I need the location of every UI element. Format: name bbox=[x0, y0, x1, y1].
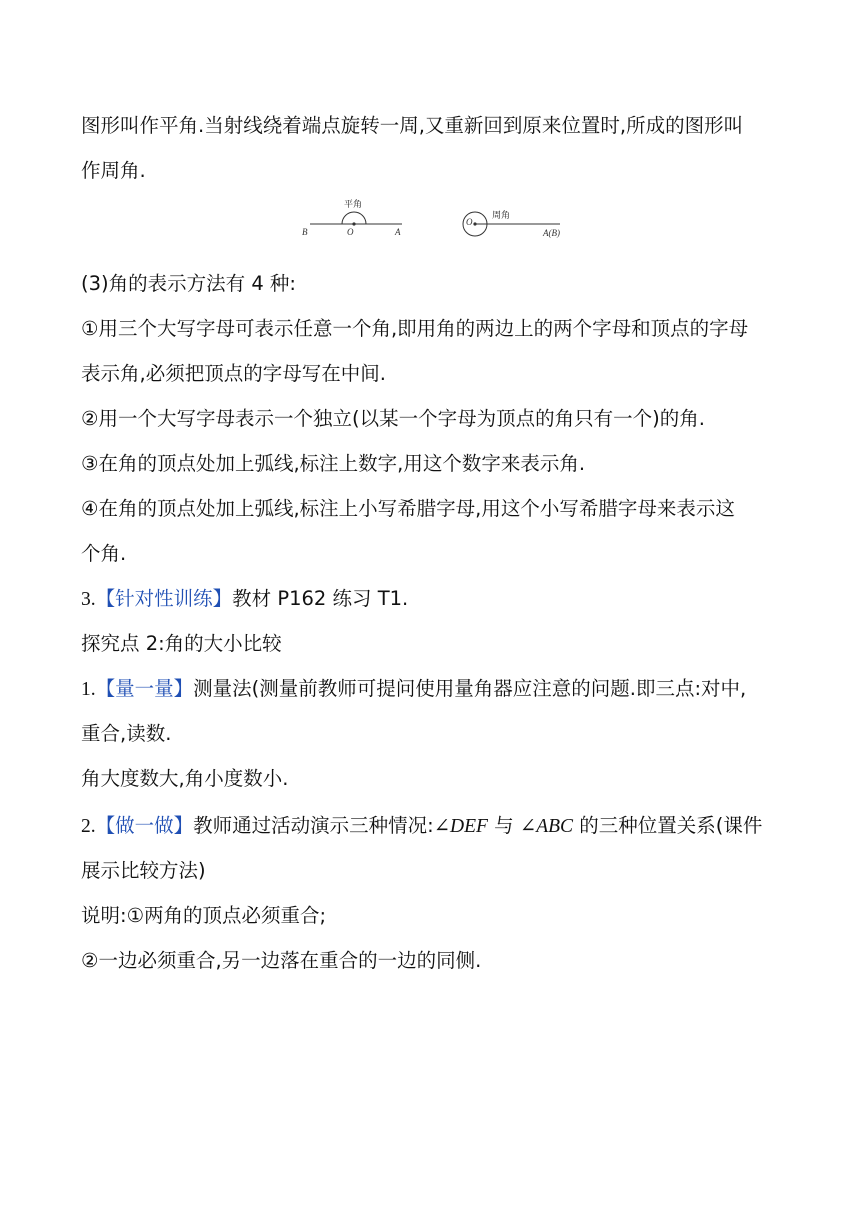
item-number: 2. bbox=[81, 816, 96, 837]
straight-angle-arc bbox=[342, 212, 366, 224]
angle-abc: ∠ABC bbox=[519, 816, 574, 837]
paragraph-line: (3)角的表示方法有 4 种: bbox=[81, 272, 296, 295]
measure-line bbox=[81, 675, 781, 704]
straight-angle-vertex bbox=[352, 222, 355, 225]
connector-text: 与 bbox=[487, 814, 520, 837]
angle-figure bbox=[290, 195, 580, 245]
paragraph-line: 角大度数大,角小度数小. bbox=[81, 767, 289, 790]
point-b-label: B bbox=[302, 227, 308, 237]
do-it-line bbox=[81, 812, 781, 841]
training-line bbox=[81, 585, 781, 614]
point-o-label: O bbox=[347, 227, 354, 237]
paragraph-line: 说明:①两角的顶点必须重合; bbox=[81, 904, 327, 927]
paragraph-line: ④在角的顶点处加上弧线,标注上小写希腊字母,用这个小写希腊字母来表示这 bbox=[81, 497, 735, 520]
do-it-text-end: 的三种位置关系(课件 bbox=[573, 814, 763, 837]
full-angle-label: 周角 bbox=[492, 210, 511, 220]
measure-tag: 【量一量】 bbox=[95, 677, 194, 700]
do-it-text: 教师通过活动演示三种情况: bbox=[193, 814, 434, 837]
point-o2-label: O bbox=[466, 217, 473, 227]
paragraph-line: 重合,读数. bbox=[81, 722, 172, 745]
training-tag: 【针对性训练】 bbox=[95, 587, 233, 610]
paragraph-line: 个角. bbox=[81, 542, 127, 565]
angle-def: ∠DEF bbox=[433, 816, 488, 837]
section-heading: 探究点 2:角的大小比较 bbox=[81, 632, 282, 655]
paragraph-line: ②一边必须重合,另一边落在重合的一边的同侧. bbox=[81, 949, 482, 972]
training-text: 教材 P162 练习 T1. bbox=[232, 587, 409, 610]
point-a-label: A bbox=[395, 227, 401, 237]
paragraph-line: ②用一个大写字母表示一个独立(以某一个字母为顶点的角只有一个)的角. bbox=[81, 407, 705, 430]
paragraph-line: 作周角. bbox=[81, 159, 146, 182]
paragraph-line: ①用三个大写字母可表示任意一个角,即用角的两边上的两个字母和顶点的字母 bbox=[81, 317, 749, 340]
paragraph-line: 表示角,必须把顶点的字母写在中间. bbox=[81, 362, 386, 385]
paragraph-line: ③在角的顶点处加上弧线,标注上数字,用这个数字来表示角. bbox=[81, 452, 586, 475]
straight-angle-label: 平角 bbox=[344, 199, 363, 209]
paragraph-line: 展示比较方法) bbox=[81, 859, 206, 882]
measure-text: 测量法(测量前教师可提问使用量角器应注意的问题.即三点:对中, bbox=[193, 677, 747, 700]
item-number: 3. bbox=[81, 589, 96, 610]
do-it-tag: 【做一做】 bbox=[95, 814, 194, 837]
item-number: 1. bbox=[81, 679, 96, 700]
paragraph-line: 图形叫作平角.当射线绕着端点旋转一周,又重新回到原来位置时,所成的图形叫 bbox=[81, 114, 744, 137]
point-ab-label: A(B) bbox=[543, 228, 560, 238]
